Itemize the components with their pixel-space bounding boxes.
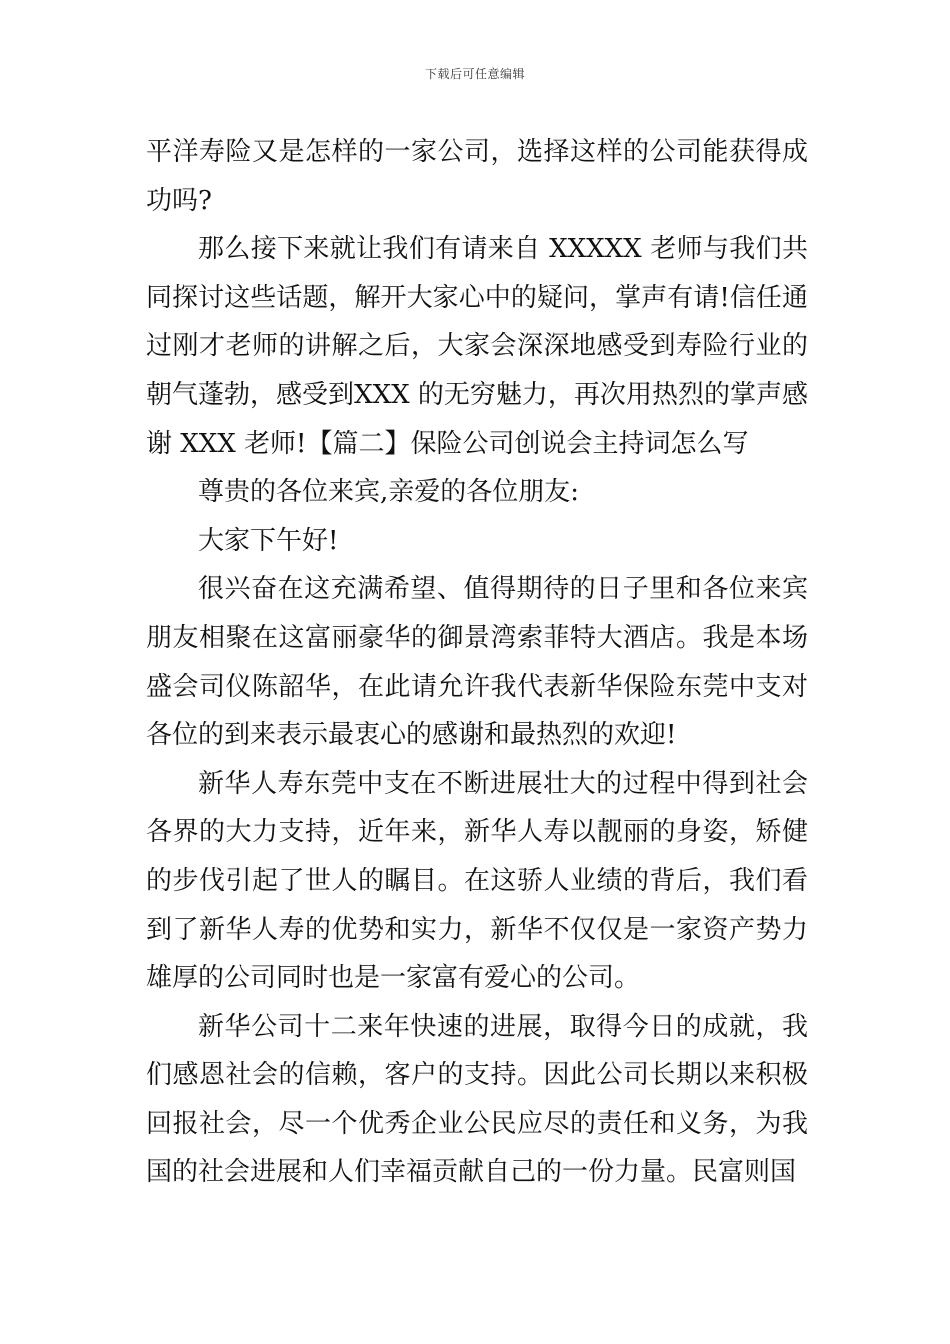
paragraph-2: 那么接下来就让我们有请来自 XXXXX 老师与我们共同探讨这些话题，解开大家心中的疑问，掌声有请!信任通过刚才老师的讲解之后，大家会深深地感受到寿险行业的朝气蓬勃，感受到XXX 的无穷魅力，再次用热烈的掌声感谢 XXX 老师!【篇二】保险公司创说会主持词怎么写 [146,234,808,459]
paragraph-7: 新华公司十二来年快速的进展，取得今日的成就，我们感恩社会的信赖，客户的支持。因此公司长期以来积极回报社会，尽一个优秀企业公民应尽的责任和义务，为我国的社会进展和人们幸福贡献自己的一份力量。民富则国 [146,1011,808,1188]
paragraph-4: 大家下午好! [198,525,339,556]
paragraph-1: 平洋寿险又是怎样的一家公司，选择这样的公司能获得成功吗? [146,137,808,216]
paragraph-5: 很兴奋在这充满希望、值得期待的日子里和各位来宾朋友相聚在这富丽豪华的御景湾索菲特大酒店。我是本场盛会司仪陈韶华，在此请允许我代表新华保险东莞中支对各位的到来表示最衷心的感谢和最热烈的欢迎! [146,574,808,751]
paragraph-3: 尊贵的各位来宾,亲爱的各位朋友: [198,477,580,508]
paragraph-6: 新华人寿东莞中支在不断进展壮大的过程中得到社会各界的大力支持，近年来，新华人寿以靓丽的身姿，矫健的步伐引起了世人的瞩目。在这骄人业绩的背后，我们看到了新华人寿的优势和实力，新华不仅仅是一家资产势力雄厚的公司同时也是一家富有爱心的公司。 [146,768,808,994]
document-body [146,128,808,1197]
page-header: 下载后可任意编辑 [424,67,525,81]
